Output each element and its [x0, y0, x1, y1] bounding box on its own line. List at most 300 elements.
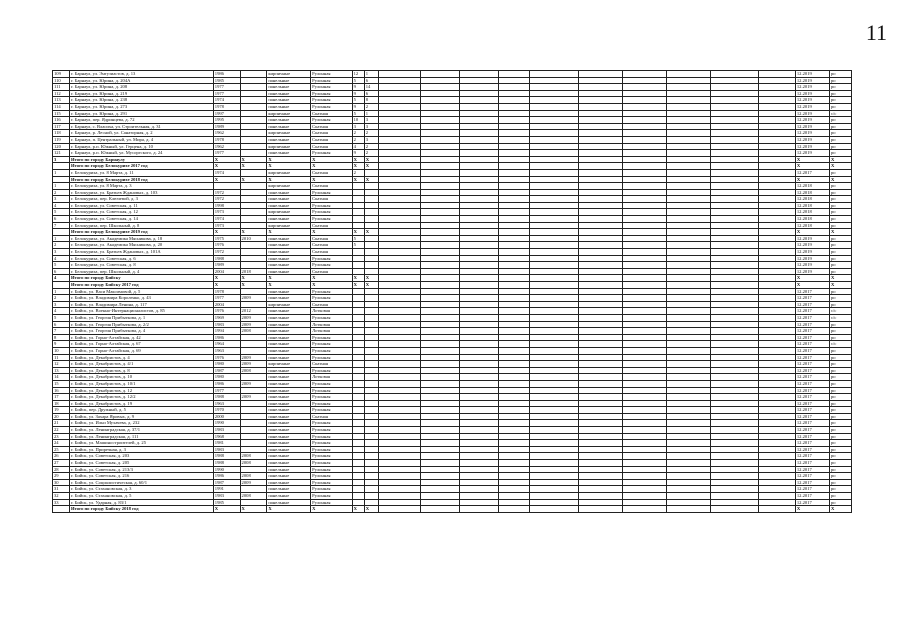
table-cell: [579, 334, 623, 341]
table-cell: X: [795, 506, 829, 513]
table-cell: с/с: [829, 308, 851, 315]
table-cell: [352, 209, 364, 216]
table-cell: г. Бийск, ул. Георгия Прибыткова, д. 4: [70, 328, 214, 335]
table-cell: [666, 427, 710, 434]
table-cell: [459, 110, 498, 117]
table-cell: 12.2017: [795, 347, 829, 354]
table-cell: 12.2019: [795, 268, 829, 275]
table-cell: 1983: [213, 321, 240, 328]
table-cell: г. Барнаул, ул. Юрина, д. 273: [70, 103, 214, 110]
table-cell: [666, 453, 710, 460]
table-cell: X: [352, 275, 364, 282]
table-cell: [530, 242, 579, 249]
table-cell: X: [213, 176, 240, 183]
table-cell: [622, 433, 666, 440]
table-cell: [710, 420, 759, 427]
table-cell: рo: [829, 189, 851, 196]
table-cell: X: [240, 176, 267, 183]
table-cell: [530, 103, 579, 110]
table-cell: [622, 341, 666, 348]
table-cell: [666, 176, 710, 183]
table-cell: [579, 506, 623, 513]
table-cell: [622, 117, 666, 124]
table-cell: [622, 268, 666, 275]
table-cell: панельные: [267, 493, 311, 500]
table-cell: рo: [829, 413, 851, 420]
table-cell: [579, 427, 623, 434]
table-cell: г. Бийск, ул. Ленинградская, д. 111: [70, 433, 214, 440]
table-cell: [759, 380, 796, 387]
table-cell: [759, 143, 796, 150]
table-cell: [666, 347, 710, 354]
table-cell: [622, 216, 666, 223]
table-cell: [240, 84, 267, 91]
table-cell: [420, 400, 459, 407]
table-cell: [459, 407, 498, 414]
table-cell: [459, 427, 498, 434]
table-cell: [53, 506, 70, 513]
table-cell: 25: [53, 446, 70, 453]
table-cell: [379, 288, 420, 295]
table-cell: [498, 123, 530, 130]
table-cell: 3: [364, 136, 379, 143]
table-cell: [352, 262, 364, 269]
table-cell: 1980: [213, 361, 240, 368]
table-cell: 12.2017: [795, 479, 829, 486]
table-cell: [759, 433, 796, 440]
table-cell: [240, 77, 267, 84]
table-cell: [379, 110, 420, 117]
table-cell: [459, 479, 498, 486]
table-cell: 12.2019: [795, 123, 829, 130]
table-cell: 12.2018: [795, 183, 829, 190]
table-cell: Итого по городу Бийску: [70, 275, 214, 282]
table-cell: 2: [364, 130, 379, 137]
table-cell: [530, 499, 579, 506]
table-cell: 1977: [213, 90, 240, 97]
table-cell: [579, 493, 623, 500]
table-cell: [622, 196, 666, 203]
table-cell: [579, 209, 623, 216]
table-cell: [530, 460, 579, 467]
table-cell: [622, 202, 666, 209]
table-cell: X: [240, 275, 267, 282]
table-cell: [530, 400, 579, 407]
table-cell: 12.2017: [795, 433, 829, 440]
table-cell: [759, 387, 796, 394]
table-cell: [759, 301, 796, 308]
table-cell: [579, 288, 623, 295]
table-cell: [352, 361, 364, 368]
table-cell: [420, 183, 459, 190]
table-cell: [710, 229, 759, 236]
table-cell: [53, 163, 70, 170]
table-cell: 12.2017: [795, 427, 829, 434]
table-cell: [379, 183, 420, 190]
table-cell: [498, 314, 530, 321]
table-cell: 120: [53, 143, 70, 150]
table-cell: [240, 440, 267, 447]
table-cell: [622, 255, 666, 262]
table-cell: [420, 460, 459, 467]
table-cell: 1981: [213, 440, 240, 447]
table-cell: [579, 413, 623, 420]
table-cell: [420, 97, 459, 104]
table-cell: Рулонная: [311, 334, 352, 341]
table-cell: Скатная: [311, 183, 352, 190]
table-cell: [759, 189, 796, 196]
table-cell: [498, 255, 530, 262]
table-cell: [352, 460, 364, 467]
table-cell: [379, 84, 420, 91]
table-cell: [459, 347, 498, 354]
table-cell: [579, 440, 623, 447]
table-cell: Рулонная: [311, 71, 352, 78]
table-cell: 29: [53, 473, 70, 480]
table-cell: [420, 71, 459, 78]
table-cell: рo: [829, 499, 851, 506]
table-cell: [579, 156, 623, 163]
table-cell: Рулонная: [311, 446, 352, 453]
table-cell: 31: [53, 486, 70, 493]
table-cell: г. Белокуриха, ул. Братьев Ждановых, д. 103: [70, 189, 214, 196]
table-cell: г. Бийск, ул. Декабристов, д. 4: [70, 354, 214, 361]
table-cell: [759, 183, 796, 190]
table-cell: 7: [53, 222, 70, 229]
table-cell: 1990: [213, 466, 240, 473]
table-cell: [666, 460, 710, 467]
table-cell: 12.2017: [795, 374, 829, 381]
table-cell: [622, 163, 666, 170]
table-cell: [666, 130, 710, 137]
table-cell: [710, 242, 759, 249]
table-cell: 4: [53, 275, 70, 282]
table-cell: [579, 367, 623, 374]
table-cell: панельные: [267, 103, 311, 110]
table-cell: [530, 235, 579, 242]
table-cell: [240, 347, 267, 354]
table-cell: [379, 136, 420, 143]
table-cell: [240, 446, 267, 453]
table-cell: г. Белокуриха, ул. Советская, д. 8: [70, 262, 214, 269]
table-row: [53, 301, 852, 308]
table-cell: [498, 493, 530, 500]
table-cell: кирпичные: [267, 169, 311, 176]
table-cell: [459, 440, 498, 447]
table-cell: [459, 202, 498, 209]
table-cell: [352, 493, 364, 500]
table-cell: [352, 196, 364, 203]
table-cell: панельные: [267, 341, 311, 348]
table-cell: [666, 136, 710, 143]
table-cell: [420, 189, 459, 196]
data-table: [52, 70, 852, 513]
table-cell: 13: [53, 367, 70, 374]
table-cell: [459, 374, 498, 381]
table-cell: 12.2017: [795, 473, 829, 480]
table-cell: [666, 334, 710, 341]
table-cell: [666, 97, 710, 104]
table-cell: 12: [53, 361, 70, 368]
table-cell: X: [240, 506, 267, 513]
table-cell: [498, 77, 530, 84]
table-cell: панельные: [267, 334, 311, 341]
table-cell: [498, 407, 530, 414]
table-cell: [710, 196, 759, 203]
table-cell: панельные: [267, 486, 311, 493]
table-cell: [240, 130, 267, 137]
table-cell: панельные: [267, 427, 311, 434]
table-cell: [579, 473, 623, 480]
table-cell: Скатная: [311, 235, 352, 242]
table-cell: [498, 249, 530, 256]
table-cell: 12.2019: [795, 242, 829, 249]
table-cell: 1: [364, 110, 379, 117]
table-cell: [240, 136, 267, 143]
table-cell: X: [364, 506, 379, 513]
table-cell: рo: [829, 71, 851, 78]
table-cell: [710, 367, 759, 374]
table-cell: г. Бийск, ул. Военно-Интернационалистов, д. 85: [70, 308, 214, 315]
table-cell: [759, 84, 796, 91]
table-cell: X: [213, 156, 240, 163]
table-row: [53, 71, 852, 78]
table-cell: рo: [829, 169, 851, 176]
table-cell: 1980: [213, 374, 240, 381]
table-cell: [240, 196, 267, 203]
table-cell: [530, 262, 579, 269]
table-cell: [459, 466, 498, 473]
table-cell: [530, 446, 579, 453]
table-cell: [498, 288, 530, 295]
table-cell: [710, 295, 759, 302]
table-cell: 14: [364, 84, 379, 91]
table-cell: [379, 394, 420, 401]
table-cell: г. Бийск, ул. Машиностроителей, д. 25: [70, 440, 214, 447]
table-cell: [579, 354, 623, 361]
table-cell: [622, 183, 666, 190]
table-cell: [364, 189, 379, 196]
table-cell: 12.2019: [795, 255, 829, 262]
table-cell: [759, 262, 796, 269]
table-cell: г. Белокуриха, пер. Школьный, д. 4: [70, 268, 214, 275]
table-cell: [530, 97, 579, 104]
table-cell: [379, 493, 420, 500]
table-row: [53, 374, 852, 381]
table-cell: [579, 242, 623, 249]
table-cell: [379, 479, 420, 486]
table-cell: [420, 255, 459, 262]
table-cell: 4: [53, 255, 70, 262]
table-row: [53, 493, 852, 500]
table-cell: рo: [829, 453, 851, 460]
table-cell: рo: [829, 103, 851, 110]
table-cell: панельные: [267, 77, 311, 84]
table-cell: [352, 268, 364, 275]
table-cell: г. Бийск, ул. Ленинградская, д. 37/1: [70, 427, 214, 434]
table-cell: [420, 163, 459, 170]
table-cell: 3: [53, 156, 70, 163]
table-cell: [420, 367, 459, 374]
table-cell: [666, 84, 710, 91]
table-cell: [459, 183, 498, 190]
table-row: [53, 361, 852, 368]
table-cell: [364, 209, 379, 216]
table-cell: [710, 183, 759, 190]
table-cell: [579, 328, 623, 335]
table-cell: 18: [53, 400, 70, 407]
table-cell: [710, 354, 759, 361]
table-cell: [498, 90, 530, 97]
table-row: [53, 460, 852, 467]
table-cell: [710, 440, 759, 447]
table-cell: 116: [53, 117, 70, 124]
table-cell: [759, 479, 796, 486]
table-cell: [666, 143, 710, 150]
table-cell: X: [364, 163, 379, 170]
table-cell: [710, 216, 759, 223]
table-cell: [710, 347, 759, 354]
table-row: [53, 341, 852, 348]
table-cell: 1977: [213, 295, 240, 302]
table-cell: [530, 321, 579, 328]
table-cell: панельные: [267, 308, 311, 315]
table-cell: [240, 288, 267, 295]
table-cell: рo: [829, 328, 851, 335]
table-cell: панельные: [267, 446, 311, 453]
table-cell: [530, 255, 579, 262]
table-cell: панельные: [267, 453, 311, 460]
table-cell: Рулонная: [311, 295, 352, 302]
table-cell: [498, 374, 530, 381]
table-cell: [759, 460, 796, 467]
table-cell: [379, 209, 420, 216]
table-cell: [710, 150, 759, 157]
table-cell: кирпичные: [267, 361, 311, 368]
table-cell: г. Бийск, ул. Ударная, д. 83/1: [70, 499, 214, 506]
table-cell: [420, 202, 459, 209]
table-cell: [352, 183, 364, 190]
total-row: [53, 506, 852, 513]
table-cell: [622, 169, 666, 176]
table-cell: X: [352, 163, 364, 170]
table-cell: [579, 314, 623, 321]
table-cell: [666, 295, 710, 302]
table-row: [53, 295, 852, 302]
table-cell: 6: [53, 216, 70, 223]
table-cell: Скатная: [311, 123, 352, 130]
table-cell: [459, 130, 498, 137]
table-cell: 12.2019: [795, 249, 829, 256]
table-cell: 1985: [213, 77, 240, 84]
table-cell: [364, 314, 379, 321]
table-cell: [352, 328, 364, 335]
table-cell: 12.2019: [795, 150, 829, 157]
table-cell: 12.2019: [795, 110, 829, 117]
table-cell: [622, 314, 666, 321]
table-cell: 1: [53, 169, 70, 176]
table-cell: X: [213, 282, 240, 289]
table-cell: Итого по городу Бийску 2017 год: [70, 282, 214, 289]
table-cell: [530, 189, 579, 196]
table-cell: [498, 156, 530, 163]
table-cell: [666, 268, 710, 275]
table-cell: [420, 249, 459, 256]
table-cell: г. Бийск, пер. Дружный, д. 5: [70, 407, 214, 414]
table-cell: [364, 288, 379, 295]
table-cell: 12.2017: [795, 308, 829, 315]
table-row: [53, 255, 852, 262]
table-cell: [710, 334, 759, 341]
table-cell: [379, 314, 420, 321]
table-cell: [579, 222, 623, 229]
table-cell: [240, 202, 267, 209]
table-cell: [622, 130, 666, 137]
table-cell: [379, 446, 420, 453]
table-cell: 1974: [213, 97, 240, 104]
table-cell: г. Барнаул, ул. Юрина, д. 238: [70, 97, 214, 104]
table-cell: [530, 169, 579, 176]
table-row: [53, 103, 852, 110]
table-cell: 2004: [213, 268, 240, 275]
table-cell: [710, 460, 759, 467]
table-cell: [666, 156, 710, 163]
table-cell: [759, 130, 796, 137]
table-cell: Лотковая: [311, 308, 352, 315]
table-cell: [622, 407, 666, 414]
table-cell: [579, 446, 623, 453]
table-cell: [420, 143, 459, 150]
table-cell: панельные: [267, 499, 311, 506]
table-cell: [759, 347, 796, 354]
table-cell: рo: [829, 301, 851, 308]
table-cell: 2: [364, 150, 379, 157]
table-cell: [420, 130, 459, 137]
table-cell: [710, 71, 759, 78]
table-cell: [379, 334, 420, 341]
table-cell: Рулонная: [311, 420, 352, 427]
table-cell: панельные: [267, 374, 311, 381]
table-cell: [666, 479, 710, 486]
table-cell: [579, 394, 623, 401]
table-cell: [364, 268, 379, 275]
table-cell: [379, 473, 420, 480]
table-cell: [240, 387, 267, 394]
table-cell: 4: [53, 308, 70, 315]
table-cell: [710, 262, 759, 269]
table-cell: [459, 321, 498, 328]
table-cell: [622, 334, 666, 341]
table-cell: X: [829, 282, 851, 289]
table-row: [53, 183, 852, 190]
table-cell: панельные: [267, 413, 311, 420]
table-cell: [759, 222, 796, 229]
table-cell: [379, 249, 420, 256]
table-cell: [498, 196, 530, 203]
table-cell: панельные: [267, 367, 311, 374]
table-cell: [622, 222, 666, 229]
table-cell: [420, 235, 459, 242]
table-cell: 1970: [213, 407, 240, 414]
table-cell: [622, 347, 666, 354]
table-cell: 5: [352, 110, 364, 117]
table-cell: [352, 446, 364, 453]
table-cell: [498, 433, 530, 440]
table-cell: [622, 249, 666, 256]
table-cell: [622, 354, 666, 361]
table-cell: 15: [53, 380, 70, 387]
table-cell: рo: [829, 150, 851, 157]
